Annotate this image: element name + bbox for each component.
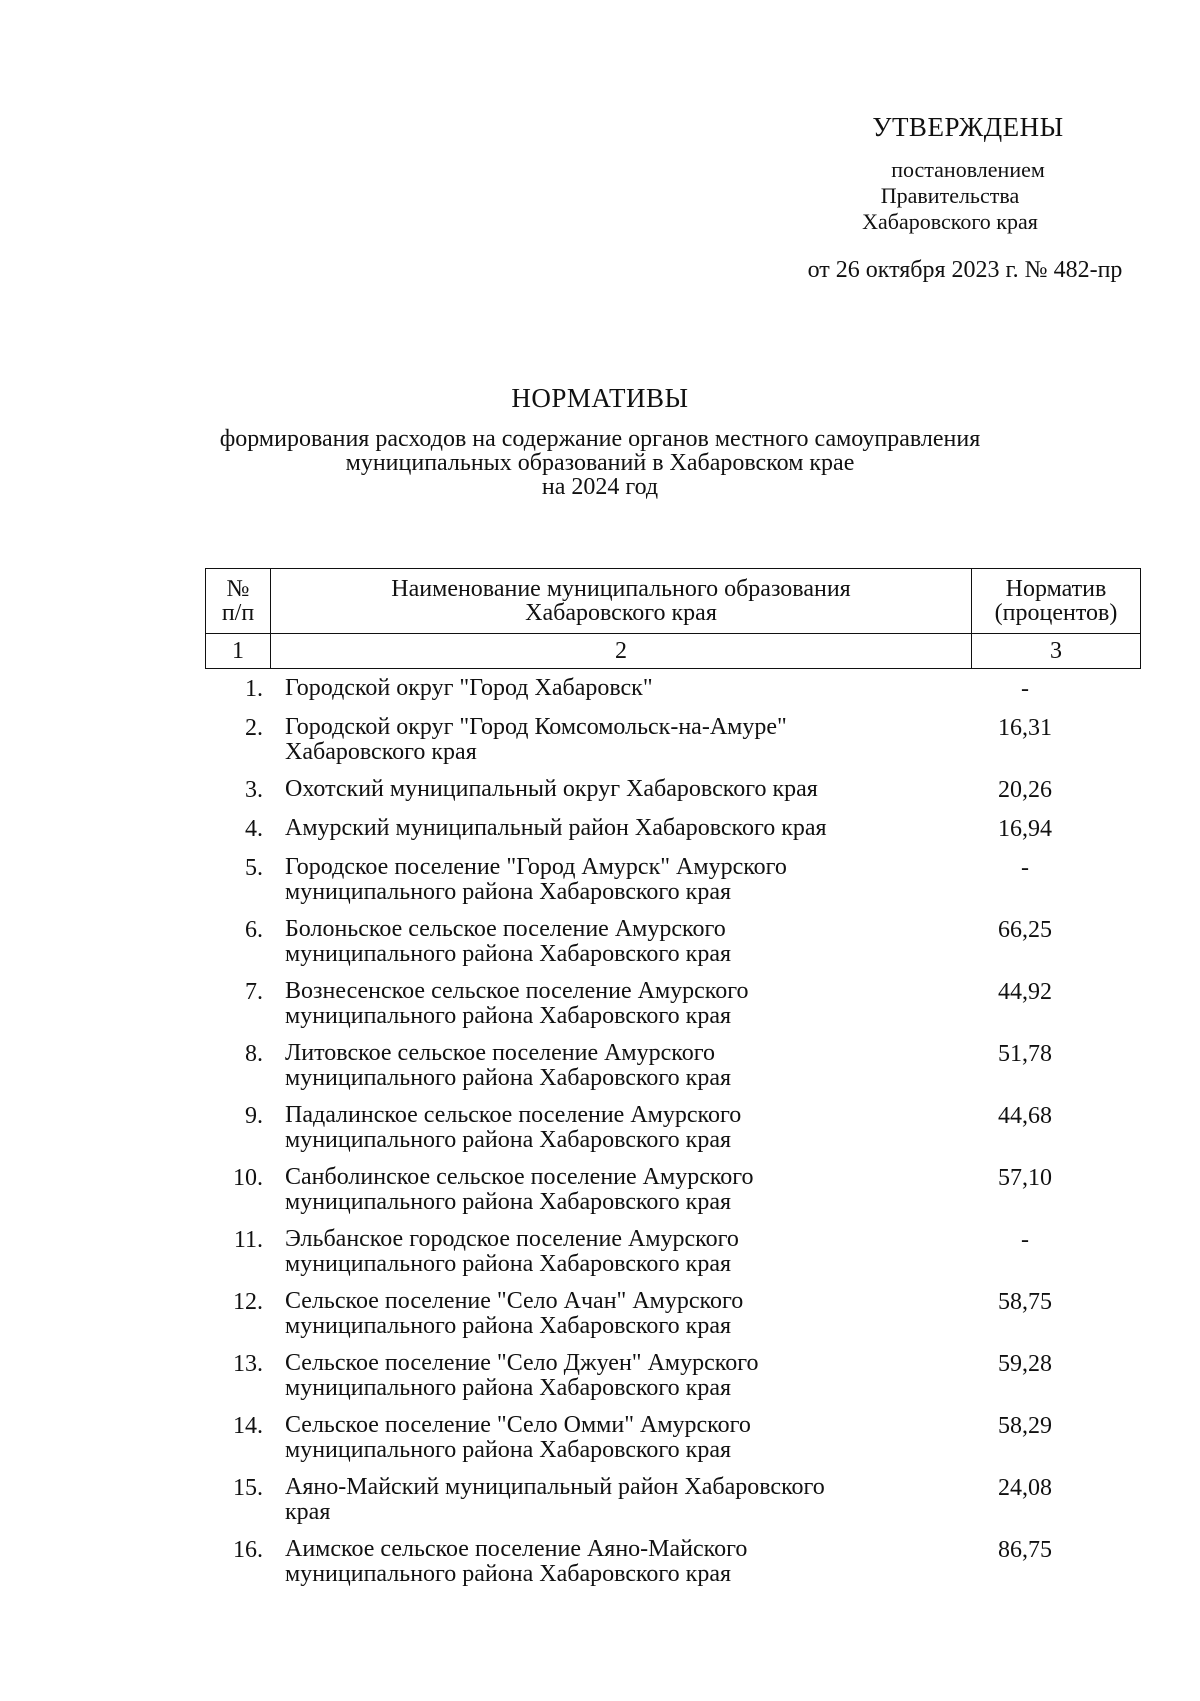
row-name-line: муниципального района Хабаровского края <box>285 941 732 967</box>
approval-date: от 26 октября 2023 г. № 482-пр <box>807 257 1123 283</box>
header-norm-line: Норматив <box>1005 576 1107 602</box>
row-name <box>285 715 945 765</box>
table-row <box>205 855 1145 905</box>
column-number-2: 2 <box>271 634 972 669</box>
header-num <box>206 569 271 634</box>
header-name-line: Хабаровского края <box>525 600 717 626</box>
row-name <box>285 1475 945 1525</box>
row-number: 14. <box>233 1413 263 1439</box>
row-name <box>285 1165 945 1215</box>
row-value: - <box>1021 676 1029 702</box>
row-name-line: Хабаровского края <box>285 739 477 765</box>
row-name <box>285 1227 945 1277</box>
row-name-line: Литовское сельское поселение Амурского <box>285 1040 715 1066</box>
row-name-line: Городской округ "Город Комсомольск-на-Амуре" <box>285 714 787 740</box>
approval-line-2: Правительства <box>880 183 1020 208</box>
row-number: 11. <box>233 1227 263 1253</box>
row-number: 8. <box>245 1041 263 1067</box>
row-name <box>285 1289 945 1339</box>
row-name-line: муниципального района Хабаровского края <box>285 1251 732 1277</box>
approval-heading: УТВЕРЖДЕНЫ <box>872 112 1064 142</box>
row-value: 20,26 <box>998 777 1052 803</box>
row-name-line: Эльбанское городское поселение Амурского <box>285 1226 739 1252</box>
table-row <box>205 1413 1145 1463</box>
row-number: 5. <box>245 855 263 881</box>
header-num-line: п/п <box>221 600 255 626</box>
row-name <box>285 979 945 1029</box>
header-num-line: № <box>226 576 250 602</box>
document-subtitle <box>200 427 1000 499</box>
row-number: 9. <box>245 1103 263 1129</box>
row-number: 12. <box>233 1289 263 1315</box>
header-norm <box>972 569 1141 634</box>
row-name-line: муниципального района Хабаровского края <box>285 1127 732 1153</box>
table-header <box>205 568 1141 669</box>
row-value: 86,75 <box>998 1537 1052 1563</box>
row-value: 44,92 <box>998 979 1052 1005</box>
row-name <box>285 917 945 967</box>
row-value: 66,25 <box>998 917 1052 943</box>
row-name-line: Городское поселение "Город Амурск" Амурского <box>285 854 787 880</box>
row-name-line: Охотский муниципальный округ Хабаровского края <box>285 776 818 802</box>
approval-line-3: Хабаровского края <box>862 209 1038 234</box>
approval-line-1: постановлением <box>891 157 1045 182</box>
row-name-line: Городской округ "Город Хабаровск" <box>285 675 653 701</box>
row-value: 57,10 <box>998 1165 1052 1191</box>
row-number: 6. <box>245 917 263 943</box>
row-name-line: муниципального района Хабаровского края <box>285 1065 732 1091</box>
document-title: НОРМАТИВЫ <box>511 383 689 413</box>
row-name-line: муниципального района Хабаровского края <box>285 1189 732 1215</box>
row-value: 16,94 <box>998 816 1052 842</box>
column-number-3: 3 <box>972 634 1141 669</box>
row-value: 16,31 <box>998 715 1052 741</box>
row-name-line: Болоньское сельское поселение Амурского <box>285 916 726 942</box>
row-name-line: муниципального района Хабаровского края <box>285 1437 732 1463</box>
row-name-line: муниципального района Хабаровского края <box>285 1003 732 1029</box>
row-name-line: Падалинское сельское поселение Амурского <box>285 1102 742 1128</box>
row-name <box>285 855 945 905</box>
row-name <box>285 1413 945 1463</box>
row-value: 51,78 <box>998 1041 1052 1067</box>
table-row <box>205 816 1145 843</box>
row-number: 16. <box>233 1537 263 1563</box>
table-row <box>205 1165 1145 1215</box>
table-body <box>205 676 1145 1599</box>
row-number: 3. <box>245 777 263 803</box>
row-name-line: Аимское сельское поселение Аяно-Майского <box>285 1536 748 1562</box>
subtitle-line: муниципальных образований в Хабаровском крае <box>345 450 855 476</box>
row-name-line: Сельское поселение "Село Ачан" Амурского <box>285 1288 744 1314</box>
row-name <box>285 1041 945 1091</box>
row-value: 59,28 <box>998 1351 1052 1377</box>
row-name-line: Амурский муниципальный район Хабаровского края <box>285 815 827 841</box>
table-row <box>205 715 1145 765</box>
row-name-line: Сельское поселение "Село Омми" Амурского <box>285 1412 751 1438</box>
table-row <box>205 979 1145 1029</box>
row-number: 4. <box>245 816 263 842</box>
row-name <box>285 816 945 843</box>
row-name <box>285 1351 945 1401</box>
row-value: 44,68 <box>998 1103 1052 1129</box>
header-name-line: Наименование муниципального образования <box>391 576 851 602</box>
row-name-line: муниципального района Хабаровского края <box>285 1561 732 1587</box>
row-value: 58,75 <box>998 1289 1052 1315</box>
row-number: 13. <box>233 1351 263 1377</box>
table-row <box>205 676 1145 703</box>
table-row <box>205 917 1145 967</box>
table-row <box>205 1289 1145 1339</box>
row-number: 1. <box>245 676 263 702</box>
row-name-line: Санболинское сельское поселение Амурского <box>285 1164 754 1190</box>
row-name <box>285 777 945 804</box>
table-row <box>205 1537 1145 1587</box>
table-row <box>205 1475 1145 1525</box>
row-value: - <box>1021 1227 1029 1253</box>
table-row <box>205 1227 1145 1277</box>
row-value: 58,29 <box>998 1413 1052 1439</box>
table-row <box>205 1351 1145 1401</box>
row-name <box>285 676 945 703</box>
row-value: 24,08 <box>998 1475 1052 1501</box>
row-name-line: Вознесенское сельское поселение Амурского <box>285 978 749 1004</box>
subtitle-line: на 2024 год <box>541 474 659 500</box>
row-name-line: Сельское поселение "Село Джуен" Амурского <box>285 1350 759 1376</box>
row-number: 7. <box>245 979 263 1005</box>
row-name-line: муниципального района Хабаровского края <box>285 879 732 905</box>
row-name <box>285 1537 945 1587</box>
row-name-line: Аяно-Майский муниципальный район Хабаровского <box>285 1474 825 1500</box>
table-row <box>205 1103 1145 1153</box>
row-name-line: муниципального района Хабаровского края <box>285 1313 732 1339</box>
header-name <box>271 569 972 634</box>
table-row <box>205 777 1145 804</box>
row-number: 10. <box>233 1165 263 1191</box>
row-name-line: муниципального района Хабаровского края <box>285 1375 732 1401</box>
row-name-line: края <box>285 1499 331 1525</box>
row-value: - <box>1021 855 1029 881</box>
approval-stamp <box>750 112 1150 284</box>
row-number: 15. <box>233 1475 263 1501</box>
column-number-1: 1 <box>206 634 271 669</box>
subtitle-line: формирования расходов на содержание органов местного самоуправления <box>219 426 981 452</box>
row-name <box>285 1103 945 1153</box>
header-norm-line: (процентов) <box>994 600 1118 626</box>
row-number: 2. <box>245 715 263 741</box>
table-row <box>205 1041 1145 1091</box>
